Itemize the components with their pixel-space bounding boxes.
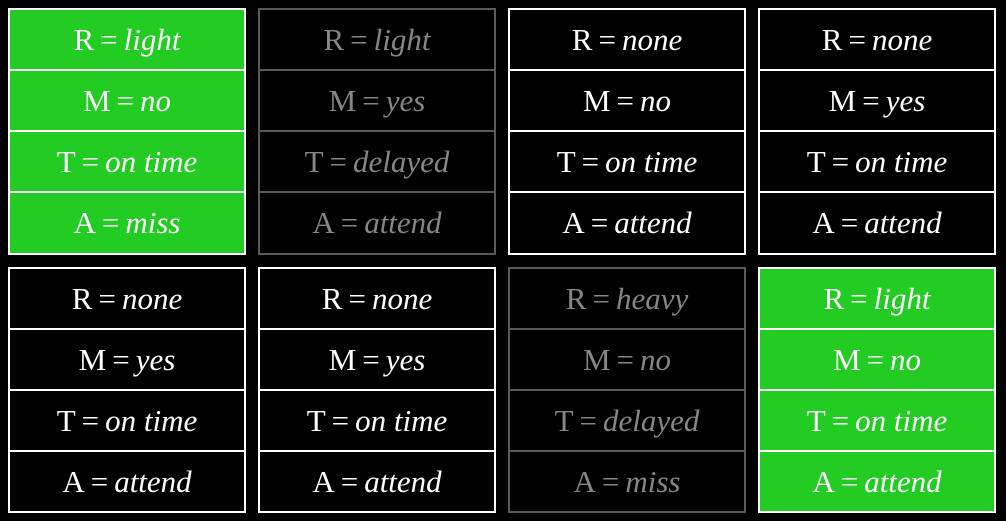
variable-name: M (582, 83, 611, 119)
equals-sign: = (616, 341, 635, 377)
assignment-row (260, 71, 494, 132)
assignment-row (760, 452, 994, 511)
equals-sign: = (100, 22, 118, 58)
equals-sign: = (81, 144, 100, 180)
variable-value: attend (114, 463, 192, 499)
variable-name: R (73, 22, 95, 58)
variable-name: T (56, 144, 76, 180)
variable-name: A (812, 205, 835, 241)
variable-value: attend (614, 205, 692, 241)
assignment-row (10, 71, 244, 132)
variable-name: A (562, 205, 585, 241)
variable-name: M (78, 341, 107, 377)
equals-sign: = (81, 402, 100, 438)
variable-value: on time (605, 144, 698, 180)
assignment-row (260, 452, 494, 511)
assignment-row (10, 193, 244, 252)
assignment-row (760, 391, 994, 452)
variable-name: A (62, 463, 85, 499)
assignment-row (260, 132, 494, 193)
variable-name: M (328, 341, 357, 377)
variable-name: R (823, 280, 845, 316)
assignment-row (10, 269, 244, 330)
assignment-card[interactable] (258, 8, 496, 255)
variable-name: R (323, 22, 345, 58)
variable-value: none (121, 280, 183, 316)
equals-sign: = (579, 402, 598, 438)
variable-name: A (573, 463, 596, 499)
variable-value: light (123, 22, 181, 58)
assignment-card[interactable] (8, 267, 246, 514)
variable-value: on time (105, 144, 198, 180)
assignment-row (260, 269, 494, 330)
variable-name: R (321, 280, 343, 316)
variable-value: yes (885, 83, 926, 119)
variable-name: R (71, 280, 93, 316)
equals-sign: = (340, 463, 359, 499)
equals-sign: = (90, 463, 109, 499)
variable-name: A (812, 463, 835, 499)
assignment-row (10, 132, 244, 193)
variable-value: delayed (603, 402, 700, 438)
assignment-row (510, 452, 744, 511)
equals-sign: = (592, 280, 610, 316)
equals-sign: = (329, 144, 348, 180)
variable-value: miss (625, 463, 681, 499)
assignment-row (510, 132, 744, 193)
assignment-row (10, 330, 244, 391)
assignment-row (510, 193, 744, 252)
variable-value: no (640, 83, 672, 119)
variable-value: none (871, 22, 933, 58)
variable-name: T (554, 402, 574, 438)
assignment-card[interactable] (8, 8, 246, 255)
assignment-row (260, 193, 494, 252)
assignment-row (10, 10, 244, 71)
equals-sign: = (581, 144, 600, 180)
variable-name: A (73, 205, 96, 241)
equals-sign: = (840, 463, 859, 499)
variable-name: A (312, 205, 335, 241)
variable-name: T (806, 144, 826, 180)
variable-value: delayed (353, 144, 450, 180)
equals-sign: = (98, 280, 116, 316)
assignment-row (510, 71, 744, 132)
assignment-row (10, 391, 244, 452)
equals-sign: = (616, 83, 635, 119)
variable-value: no (640, 341, 672, 377)
assignment-card[interactable] (758, 8, 996, 255)
equals-sign: = (598, 22, 616, 58)
variable-value: on time (855, 144, 948, 180)
assignment-row (760, 269, 994, 330)
equals-sign: = (601, 463, 620, 499)
variable-value: on time (105, 402, 198, 438)
equals-sign: = (831, 144, 850, 180)
equals-sign: = (862, 83, 880, 119)
equals-sign: = (116, 83, 135, 119)
variable-name: T (56, 402, 76, 438)
variable-value: heavy (615, 280, 689, 316)
variable-value: none (371, 280, 433, 316)
variable-value: yes (135, 341, 176, 377)
variable-value: yes (385, 83, 426, 119)
equals-sign: = (848, 22, 866, 58)
assignment-row (510, 391, 744, 452)
variable-name: R (821, 22, 843, 58)
variable-name: M (82, 83, 111, 119)
variable-value: light (873, 280, 931, 316)
assignment-row (760, 10, 994, 71)
equals-sign: = (362, 83, 380, 119)
variable-name: T (556, 144, 576, 180)
variable-name: R (571, 22, 593, 58)
variable-name: A (312, 463, 335, 499)
equals-sign: = (112, 341, 130, 377)
variable-value: attend (864, 463, 942, 499)
variable-name: M (328, 83, 357, 119)
variable-value: no (140, 83, 172, 119)
assignment-row (10, 452, 244, 511)
equals-sign: = (331, 402, 350, 438)
variable-name: M (832, 341, 861, 377)
equals-sign: = (350, 22, 368, 58)
variable-name: M (582, 341, 611, 377)
assignment-row (760, 330, 994, 391)
equals-sign: = (831, 402, 850, 438)
equals-sign: = (850, 280, 868, 316)
assignment-row (760, 71, 994, 132)
equals-sign: = (362, 341, 380, 377)
assignment-row (510, 330, 744, 391)
variable-value: on time (855, 402, 948, 438)
variable-value: light (373, 22, 431, 58)
equals-sign: = (866, 341, 885, 377)
variable-name: R (565, 280, 587, 316)
assignment-row (260, 10, 494, 71)
assignment-card[interactable] (258, 267, 496, 514)
variable-value: attend (364, 205, 442, 241)
variable-name: M (828, 83, 857, 119)
equals-sign: = (348, 280, 366, 316)
assignment-row (260, 391, 494, 452)
variable-value: attend (364, 463, 442, 499)
variable-name: T (306, 402, 326, 438)
assignment-card[interactable] (758, 267, 996, 514)
assignment-row (760, 193, 994, 252)
variable-value: none (621, 22, 683, 58)
variable-value: no (890, 341, 922, 377)
variable-name: T (806, 402, 826, 438)
equals-sign: = (101, 205, 120, 241)
variable-value: on time (355, 402, 448, 438)
assignment-row (260, 330, 494, 391)
equals-sign: = (340, 205, 359, 241)
variable-value: attend (864, 205, 942, 241)
assignment-row (510, 269, 744, 330)
assignment-card[interactable] (508, 8, 746, 255)
equals-sign: = (590, 205, 609, 241)
assignment-row (510, 10, 744, 71)
assignment-row (760, 132, 994, 193)
variable-value: miss (125, 205, 181, 241)
assignment-card[interactable] (508, 267, 746, 514)
variable-name: T (304, 144, 324, 180)
variable-value: yes (385, 341, 426, 377)
equals-sign: = (840, 205, 859, 241)
